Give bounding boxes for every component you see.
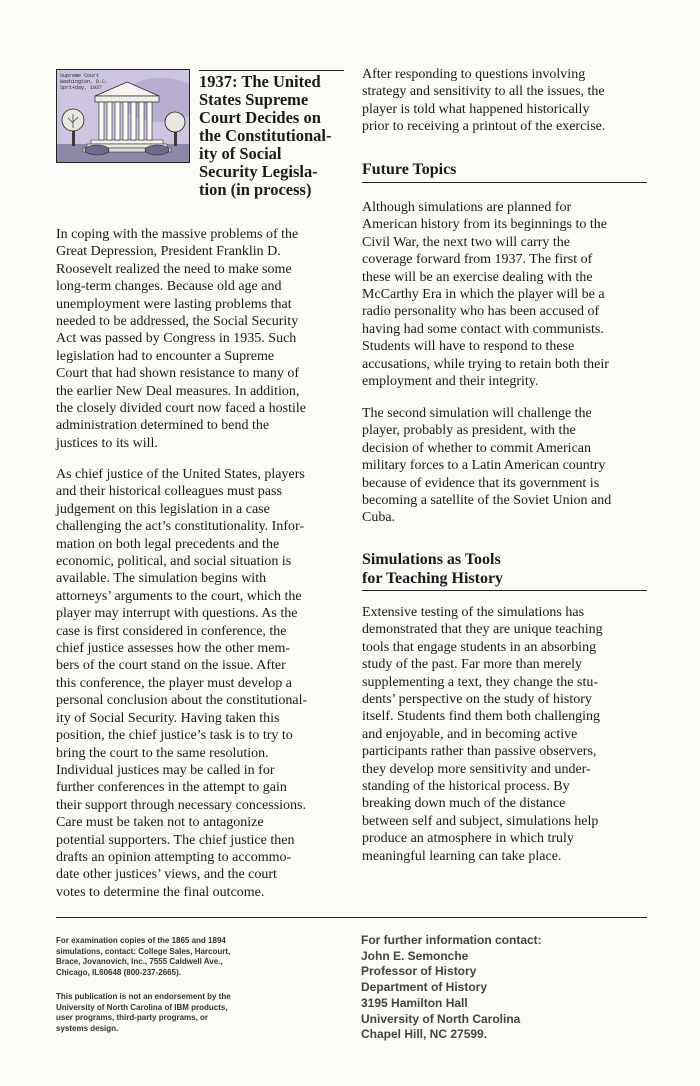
text-line: position, the chief justice’s task is to try to [56,728,293,744]
text-line: In coping with the massive problems of the [56,227,299,242]
text-line: Professor of History [361,964,477,979]
text-line: McCarthy Era in which the player will be a [362,287,605,303]
text-line: supplementing a text, they change the stu- [362,674,598,690]
text-line: for Teaching History [362,570,504,587]
text-line: judgement on this legislation in a case [56,501,270,517]
text-line: needed to be addressed, the Social Security [56,314,299,330]
text-line: player, probably as president, with the [362,423,576,439]
text-line: Chapel Hill, NC 27599. [361,1027,488,1042]
footer-divider [56,917,647,918]
text-line: For further information contact: [361,933,542,947]
text-line: player may interrupt with questions. As the [56,606,298,622]
text-line: Act was passed by Congress in 1935. Such [56,331,297,347]
text-line: systems design. [56,1023,119,1033]
text-line: coverage forward from 1937. The first of [362,252,593,268]
text-line: Brace, Jovanovich, Inc., 7555 Caldwell Ave., [56,957,223,967]
text-line: breaking down much of the distance [362,796,566,812]
future-topics-paragraph-2 [362,405,652,527]
title-line: the Constitutional- [199,126,332,145]
text-line: case is first considered in conference, the [56,623,287,639]
left-paragraph-2 [56,466,346,901]
text-line: this conference, the player must develop a [56,675,292,691]
text-line: strategy and sensitivity to all the issues, the [362,84,605,100]
text-line: standing of the historical process. By [362,779,570,795]
text-line: personal conclusion about the constitutional- [56,693,308,709]
text-line: The second simulation will challenge the [362,406,592,421]
text-line: Civil War, the next two will carry the [362,234,571,250]
disclaimer-note [56,992,296,1034]
text-line: itself. Students find them both challenging [362,709,600,725]
text-line: 3195 Hamilton Hall [361,995,468,1010]
text-line: Cuba. [362,510,396,526]
text-line: Chicago, IL60648 (800-237-2665). [56,967,181,977]
text-line: mation on both legal precedents and the [56,536,280,552]
simulations-as-tools-heading [362,550,647,591]
text-line: meaningful learning can take place. [362,848,562,864]
title-line: ity of Social [199,144,282,163]
future-topics-paragraph-1 [362,199,652,390]
text-line: the closely divided court now faced a hostile [56,401,306,417]
text-line: radio personality who has been accused of [362,304,600,320]
title-line: States Supreme [199,90,309,109]
text-line: having had some contact with communists. [362,321,604,337]
text-line: participants rather than passive observers, [362,744,597,760]
text-line: bers of the court stand on the issue. After [56,658,286,674]
text-line: employment and their integrity. [362,374,539,390]
text-line: Individual justices may be called in for [56,762,275,778]
text-line: John E. Semonche [361,948,469,963]
title-line: Security Legisla- [199,162,318,181]
text-line: Department of History [361,980,488,995]
text-line: After responding to questions involving [362,67,586,82]
text-line: Although simulations are planned for [362,200,572,215]
text-line: player is told what happened historically [362,101,590,117]
contact-info [361,933,646,1043]
text-line: Students will have to respond to these [362,339,575,355]
text-line: University of North Carolina of IBM products, [56,1002,228,1012]
text-line: military forces to a Latin American country [362,458,606,474]
text-line: Great Depression, President Franklin D. [56,244,281,260]
text-line: prior to receiving a printout of the exercise. [362,119,606,135]
text-line: votes to determine the final outcome. [56,884,265,900]
text-line: Care must be taken not to antagonize [56,815,264,831]
text-line: the earlier New Deal measures. In addition, [56,383,300,399]
text-line: economic, political, and social situation is [56,554,292,570]
illustration-caption: Supreme Court Washington, D.C. Sprt+day, 1937 [60,73,109,91]
title-line: 1937: The United [199,72,321,91]
text-line: and enjoyable, and in becoming active [362,726,578,742]
left-paragraph-1 [56,226,346,452]
text-line: University of North Carolina [361,1011,521,1026]
text-line: American history from its beginnings to the [362,217,607,233]
text-line: Court that had shown resistance to many of [56,366,300,382]
text-line: challenging the act’s constitutionality. Infor- [56,519,305,535]
text-line: administration determined to bend the [56,418,270,434]
text-line: long-term changes. Because old age and [56,279,282,295]
text-line: Future Topics [362,161,457,178]
text-line: user programs, third-party programs, or [56,1013,209,1023]
text-line: their support through necessary concessions. [56,797,306,813]
text-line: potential supporters. The chief justice then [56,832,295,848]
future-topics-heading [362,160,647,183]
text-line: drafts an opinion attempting to accommo- [56,849,292,865]
text-line: Extensive testing of the simulations has [362,605,585,620]
text-line: produce an atmosphere in which truly [362,831,574,847]
text-line: Roosevelt realized the need to make some [56,261,292,277]
text-line: ity of Social Security. Having taken this [56,710,280,726]
text-line: further conferences in the attempt to gain [56,780,287,796]
text-line: these will be an exercise dealing with the [362,269,593,285]
text-line: study of the past. Far more than merely [362,657,583,673]
text-line: unemployment were lasting problems that [56,296,292,312]
text-line: bring the court to the same resolution. [56,745,269,761]
text-line: attorneys’ arguments to the court, which the [56,588,302,604]
text-line: demonstrated that they are unique teaching [362,622,603,638]
right-intro-paragraph [362,66,652,136]
text-line: justices to its will. [56,435,158,451]
text-line: legislation had to encounter a Supreme [56,348,275,364]
text-line: they develop more sensitivity and under- [362,761,591,777]
simulation-title [199,70,344,199]
text-line: date other justices’ views, and the court [56,867,277,883]
text-line: accusations, while trying to retain both their [362,356,609,372]
text-line: As chief justice of the United States, players [56,467,305,482]
text-line: dents’ perspective on the study of history [362,692,592,708]
text-line: Simulations as Tools [362,551,501,568]
title-line: Court Decides on [199,108,321,127]
text-line: chief justice assesses how the other mem- [56,641,291,657]
text-line: simulations, contact: College Sales, Harcourt, [56,946,231,956]
exam-copies-note [56,936,296,978]
text-line: between self and subject, simulations help [362,813,599,829]
text-line: This publication is not an endorsement by the [56,992,231,1001]
supreme-court-illustration [56,69,190,163]
text-line: and their historical colleagues must pass [56,484,282,500]
text-line: decision of whether to commit American [362,440,591,456]
text-line: available. The simulation begins with [56,571,267,587]
title-line: tion (in process) [199,180,312,199]
text-line: For examination copies of the 1865 and 1894 [56,936,226,945]
simulations-as-tools-paragraph [362,604,652,865]
text-line: becoming a satellite of the Soviet Union and [362,493,612,509]
text-line: tools that engage students in an absorbing [362,639,597,655]
text-line: because of evidence that its government is [362,475,600,491]
